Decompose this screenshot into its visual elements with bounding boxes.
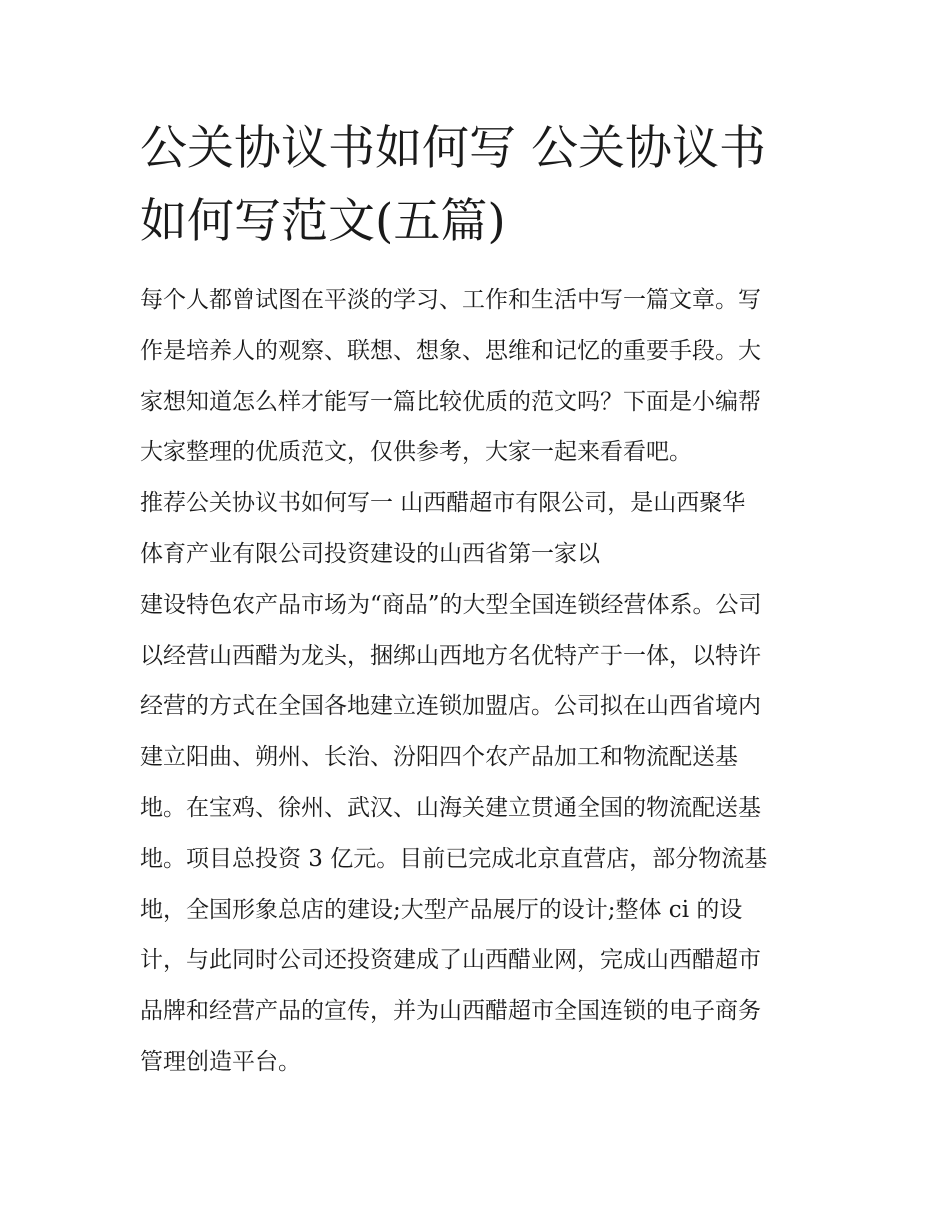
body-line: 地。项目总投资 3 亿元。目前已完成北京直营店，部分物流基 bbox=[140, 845, 768, 872]
body-line: 以经营山西醋为龙头，捆绑山西地方名优特产于一体，以特许 bbox=[140, 642, 761, 669]
body-line: 建立阳曲、朔州、长治、汾阳四个农产品加工和物流配送基 bbox=[140, 744, 738, 771]
body-line: 家想知道怎么样才能写一篇比较优质的范文吗？下面是小编帮 bbox=[140, 388, 761, 415]
body-line: 推荐公关协议书如何写一 山西醋超市有限公司，是山西聚华 bbox=[140, 490, 746, 517]
document-body bbox=[140, 275, 830, 1088]
body-line: 每个人都曾试图在平淡的学习、工作和生活中写一篇文章。写 bbox=[140, 287, 761, 313]
document-title bbox=[140, 112, 830, 258]
body-line: 计，与此同时公司还投资建成了山西醋业网，完成山西醋超市 bbox=[140, 947, 761, 974]
body-line: 建设特色农产品市场为“商品”的大型全国连锁经营体系。公司 bbox=[140, 591, 762, 618]
body-line: 地。在宝鸡、徐州、武汉、山海关建立贯通全国的物流配送基 bbox=[140, 794, 761, 821]
body-line: 品牌和经营产品的宣传，并为山西醋超市全国连锁的电子商务 bbox=[140, 998, 761, 1025]
body-line: 大家整理的优质范文，仅供参考，大家一起来看看吧。 bbox=[140, 439, 692, 466]
body-line: 地，全国形象总店的建设;大型产品展厅的设计;整体 ci 的设 bbox=[140, 896, 743, 923]
body-line: 体育产业有限公司投资建设的山西省第一家以 bbox=[140, 540, 600, 567]
title-line-1: 公关协议书如何写 公关协议书 bbox=[140, 121, 766, 176]
body-line: 作是培养人的观察、联想、想象、思维和记忆的重要手段。大 bbox=[140, 337, 761, 364]
body-line: 管理创造平台。 bbox=[140, 1048, 301, 1075]
title-line-2: 如何写范文(五篇) bbox=[140, 194, 506, 249]
body-line: 经营的方式在全国各地建立连锁加盟店。公司拟在山西省境内 bbox=[140, 693, 761, 720]
